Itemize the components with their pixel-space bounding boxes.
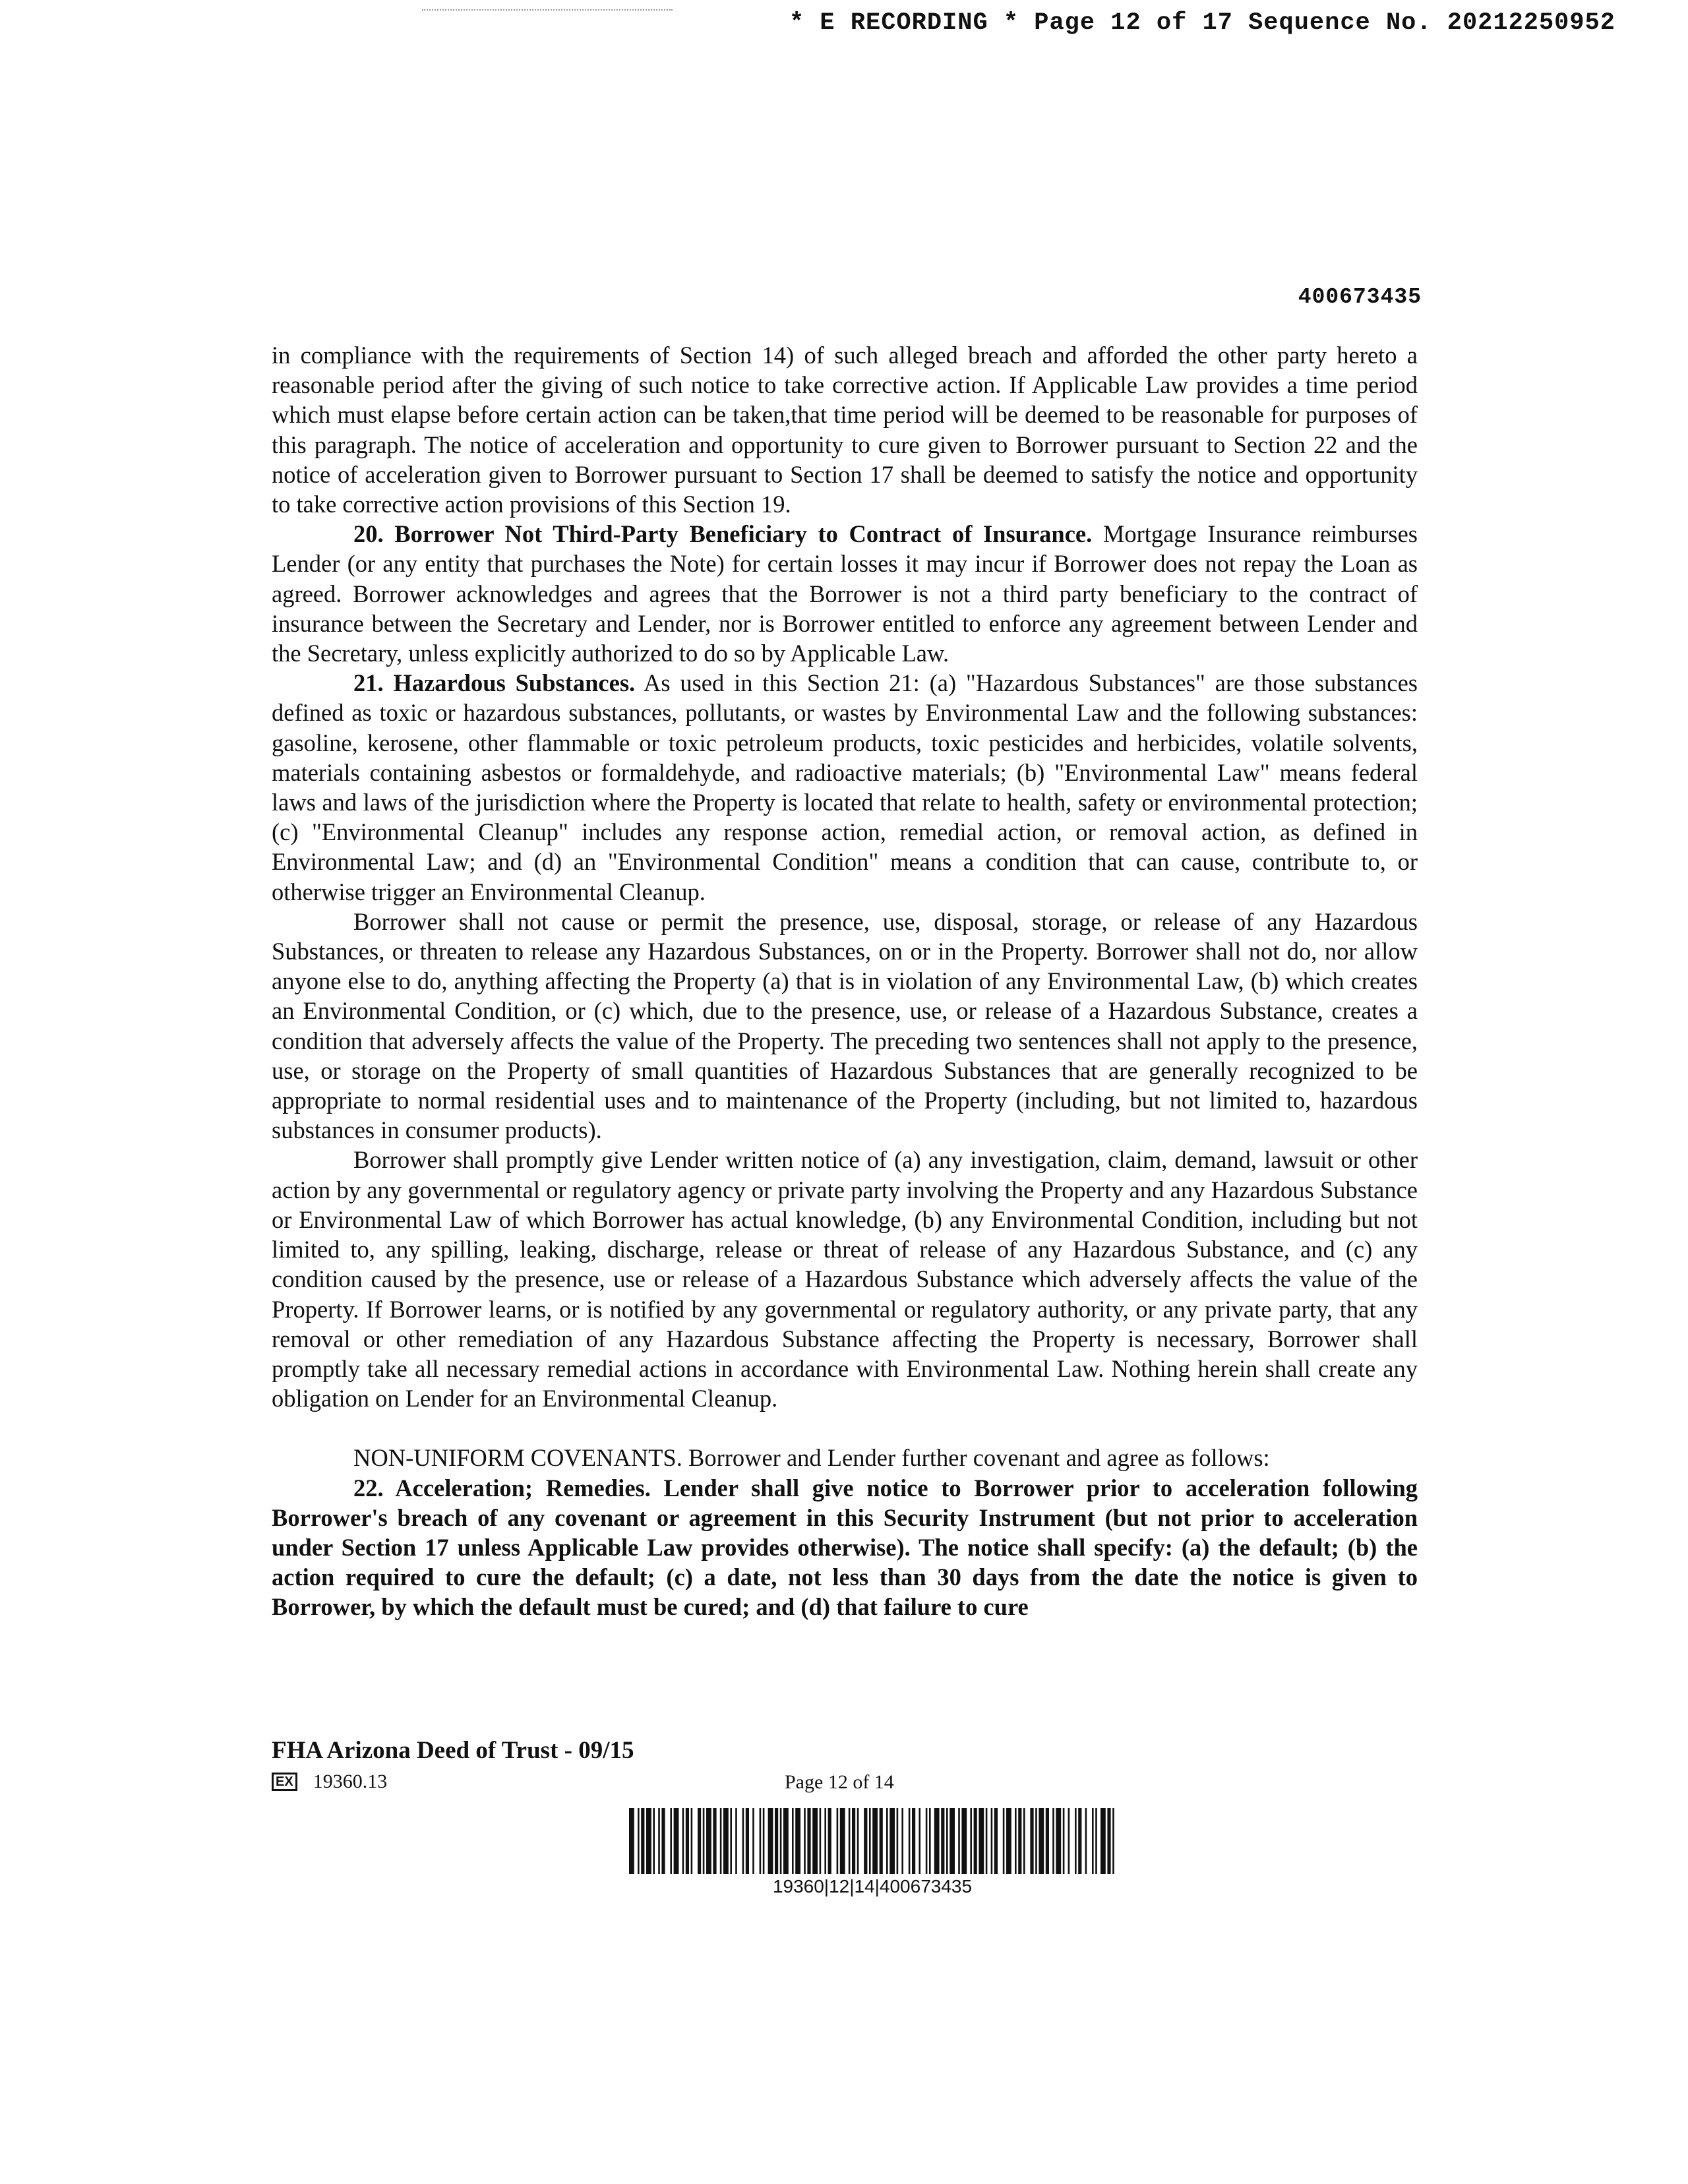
page-number: Page 12 of 14 [785, 1771, 894, 1793]
barcode [629, 1808, 1116, 1874]
section-21-text: As used in this Section 21: (a) "Hazardous Substances" are those substances defined as toxic or hazardous substances, pollutants, or wastes by Environmental Law and the following substances: gasoline, kerosene, other flammable or toxic petroleum products, toxic pesticides and herbicides, volatile solvents, materials containing asbestos or formaldehyde, and radioactive materials; (b) "Environmental Law" means federal laws and laws of the jurisdiction where the Property is located that relate to health, safety or environmental protection; (c) "Environmental Cleanup" includes any response action, remedial action, or removal action, as defined in Environmental Law; and (d) an "Environmental Condition" means a condition that can cause, contribute to, or otherwise trigger an Environmental Cleanup. [272, 669, 1418, 905]
barcode-text: 19360|12|14|400673435 [772, 1876, 973, 1896]
footer-title: FHA Arizona Deed of Trust - 09/15 [272, 1737, 634, 1764]
paragraph-borrower-notice: Borrower shall promptly give Lender written notice of (a) any investigation, claim, demand, lawsuit or other action by any governmental or regulatory agency or private party involving the Property and any Hazardous Substance or Environmental Law of which Borrower has actual knowledge, (b) any Environmental Condition, including but not limited to, any spilling, leaking, discharge, release or threat of release of any Hazardous Substance, and (c) any condition caused by the presence, use or release of a Hazardous Substance which adversely affects the value of the Property. If Borrower learns, or is notified by any governmental or regulatory authority, or any private party, that any removal or other remediation of any Hazardous Substance affecting the Property is necessary, Borrower shall promptly take all necessary remedial actions in accordance with Environmental Law. Nothing herein shall create any obligation on Lender for an Environmental Cleanup. [272, 1146, 1418, 1412]
ex-logo: EX [272, 1773, 297, 1791]
document-body [272, 340, 1418, 1622]
paragraph-section-19-continued: in compliance with the requirements of Section 14) of such alleged breach and afforded the other party hereto a reasonable period after the giving of such notice to take corrective action. If Applicable Law provides a time period which must elapse before certain action can be taken,that time period will be deemed to be reasonable for purposes of this paragraph. The notice of acceleration and opportunity to cure given to Borrower pursuant to Section 22 and the notice of acceleration given to Borrower pursuant to Section 17 shall be deemed to satisfy the notice and opportunity to take corrective action provisions of this Section 19. [272, 342, 1418, 518]
section-20-text: Mortgage Insurance reimburses Lender (or any entity that purchases the Note) for certain losses it may incur if Borrower does not repay the Loan as agreed. Borrower acknowledges and agrees that the Borrower is not a third party beneficiary to the contract of insurance between the Secretary and Lender, nor is Borrower entitled to enforce any agreement between Lender and the Secretary, unless explicitly authorized to do so by Applicable Law. [272, 520, 1418, 667]
paragraph-non-uniform-covenants: NON-UNIFORM COVENANTS. Borrower and Lender further covenant and agree as follows: [353, 1444, 1270, 1472]
form-code [272, 1771, 387, 1793]
section-21-heading: 21. Hazardous Substances. [353, 669, 636, 697]
section-20-heading: 20. Borrower Not Third-Party Beneficiary to Contract of Insurance. [353, 520, 1093, 548]
recording-header: * E RECORDING * Page 12 of 17 Sequence No. 20212250952 [789, 9, 1615, 37]
header-scan-rule [422, 9, 673, 11]
loan-number: 400673435 [1298, 285, 1422, 309]
paragraph-section-21 [272, 668, 1418, 907]
paragraph-section-22: 22. Acceleration; Remedies. Lender shall give notice to Borrower prior to acceleration following Borrower's breach of any covenant or agreement in this Security Instrument (but not prior to acceleration under Section 17 unless Applicable Law provides otherwise). The notice shall specify: (a) the default; (b) the action required to cure the default; (c) a date, not less than 30 days from the date the notice is given to Borrower, by which the default must be cured; and (d) that failure to cure [272, 1474, 1418, 1621]
paragraph-section-20 [272, 519, 1418, 668]
paragraph-borrower-not-cause: Borrower shall not cause or permit the presence, use, disposal, storage, or release of any Hazardous Substances, or threaten to release any Hazardous Substances, on or in the Property. Borrower shall not do, nor allow anyone else to do, anything affecting the Property (a) that is in violation of any Environmental Law, (b) which creates an Environmental Condition, or (c) which, due to the presence, use, or release of a Hazardous Substance, creates a condition that adversely affects the value of the Property. The preceding two sentences shall not apply to the presence, use, or storage on the Property of small quantities of Hazardous Substances that are generally recognized to be appropriate to normal residential uses and to maintenance of the Property (including, but not limited to, hazardous substances in consumer products). [272, 907, 1418, 1144]
form-code-number: 19360.13 [313, 1771, 388, 1792]
